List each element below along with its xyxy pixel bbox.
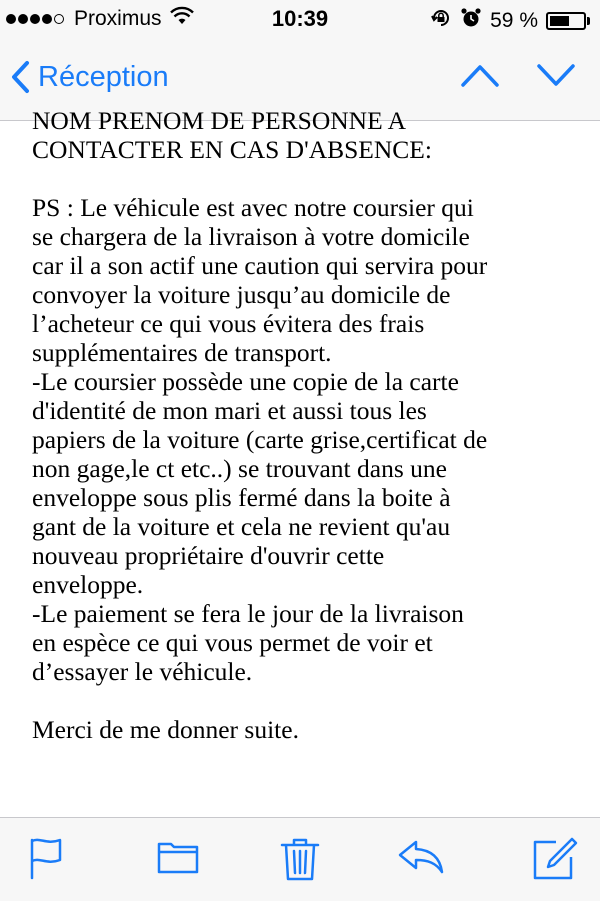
message-line: non gage,le ct etc..) se trouvant dans une <box>32 454 447 483</box>
message-line: enveloppe. <box>32 570 144 599</box>
carrier-name: Proximus <box>74 7 162 30</box>
message-line: Merci de me donner suite. <box>32 715 299 744</box>
message-body[interactable] <box>0 106 600 817</box>
message-line: PS : Le véhicule est avec notre coursier qui <box>32 193 474 222</box>
back-button-label: Réception <box>38 60 169 93</box>
reply-button[interactable] <box>396 836 446 881</box>
message-line: l’acheteur ce qui vous évitera des frais <box>32 309 425 338</box>
alarm-clock-icon <box>460 7 482 35</box>
reply-icon <box>396 836 446 876</box>
message-line: en espèce ce qui vous permet de voir et <box>32 628 433 657</box>
message-line: enveloppe sous plis fermé dans la boite à <box>32 483 451 512</box>
trash-button[interactable] <box>280 836 320 887</box>
message-line: NOM PRENOM DE PERSONNE A <box>32 106 407 135</box>
message-line: d'identité de mon mari et aussi tous les <box>32 396 427 425</box>
battery-percentage: 59 % <box>490 9 538 32</box>
message-line: CONTACTER EN CAS D'ABSENCE: <box>32 135 432 164</box>
compose-icon <box>532 836 578 882</box>
status-right <box>430 7 590 35</box>
status-time: 10:39 <box>271 6 329 31</box>
compose-button[interactable] <box>532 836 578 887</box>
blank-line <box>32 686 572 715</box>
flag-button[interactable] <box>26 836 66 885</box>
chevron-left-icon <box>10 60 30 94</box>
message-line: convoyer la voiture jusqu’au domicile de <box>32 280 451 309</box>
message-line: nouveau propriétaire d'ouvrir cette <box>32 541 385 570</box>
message-line: -Le coursier possède une copie de la carte <box>32 367 459 396</box>
bottom-toolbar <box>0 817 600 901</box>
chevron-down-icon <box>536 62 576 88</box>
chevron-up-icon <box>460 62 500 88</box>
move-to-folder-button[interactable] <box>156 836 200 881</box>
message-line: d’essayer le véhicule. <box>32 657 253 686</box>
rotation-lock-icon <box>430 7 452 35</box>
message-text <box>32 106 572 744</box>
folder-icon <box>156 836 200 876</box>
battery-icon <box>546 12 590 30</box>
previous-message-button[interactable] <box>460 62 500 93</box>
status-bar <box>0 0 600 40</box>
message-line: se chargera de la livraison à votre domicile <box>32 222 470 251</box>
message-line: gant de la voiture et cela ne revient qu'au <box>32 512 451 541</box>
message-line: -Le paiement se fera le jour de la livraison <box>32 599 464 628</box>
message-line: supplémentaires de transport. <box>32 338 332 367</box>
flag-icon <box>26 836 66 880</box>
message-line: car il a son actif une caution qui servira pour <box>32 251 488 280</box>
message-navigation <box>424 62 576 93</box>
back-button[interactable] <box>10 60 169 94</box>
trash-icon <box>280 836 320 882</box>
message-line: papiers de la voiture (carte grise,certificat de <box>32 425 488 454</box>
next-message-button[interactable] <box>536 62 576 93</box>
blank-line <box>32 164 572 193</box>
